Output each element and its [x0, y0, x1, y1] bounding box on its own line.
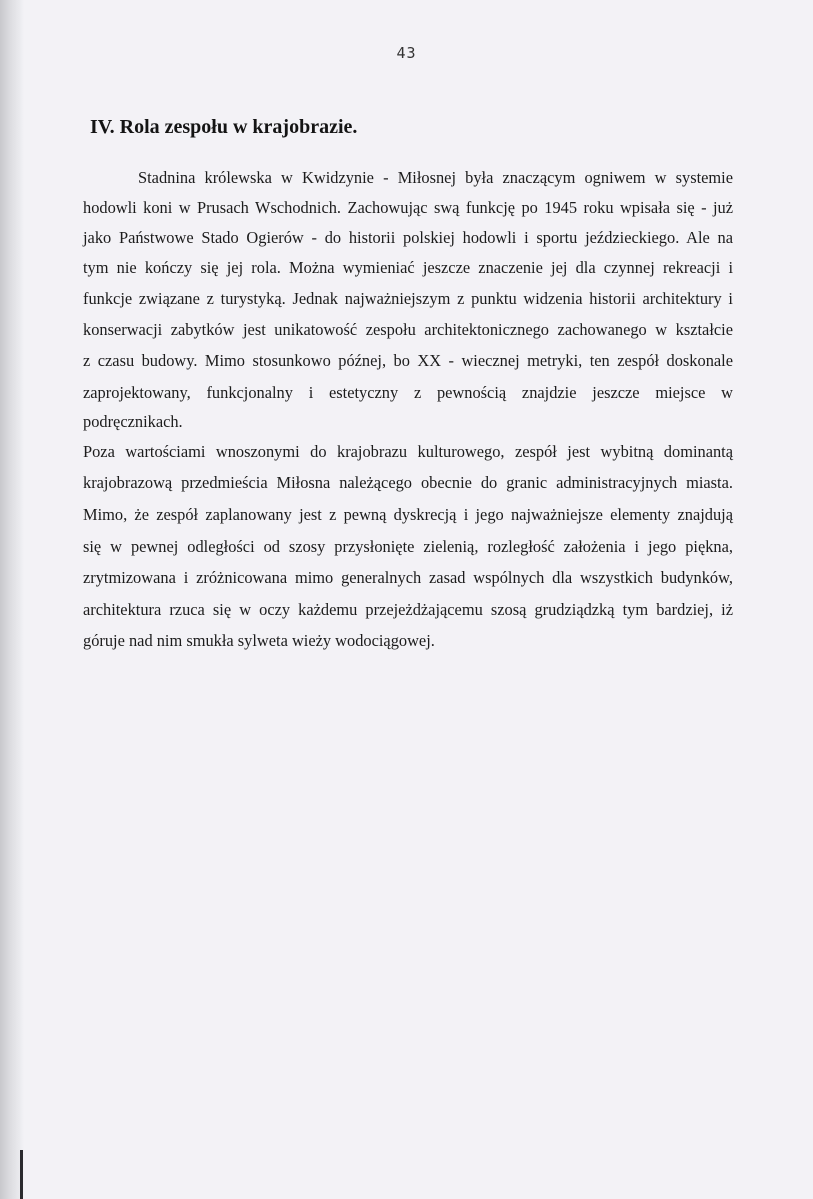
paragraph-1-line-9: podręcznikach.	[83, 412, 183, 431]
paragraph-2-line-6: architektura rzuca się w oczy każdemu przejeżdżającemu szosą grudziądzką tym bardziej, iż	[83, 600, 733, 619]
page-binding-edge	[0, 0, 24, 1199]
binding-mark	[20, 1150, 23, 1199]
paragraph-1-line-6: konserwacji zabytków jest unikatowość zespołu architektonicznego zachowanego w kształcie	[83, 320, 733, 339]
paragraph-2-line-2: krajobrazową przedmieścia Miłosna należącego obecnie do granic administracyjnych miasta.	[83, 473, 733, 492]
paragraph-1-line-4: tym nie kończy się jej rola. Można wymieniać jeszcze znaczenie jej dla czynnej rekreacji i	[83, 258, 733, 277]
paragraph-1-line-7: z czasu budowy. Mimo stosunkowo późnej, bo XX - wiecznej metryki, ten zespół doskonale	[83, 351, 733, 370]
paragraph-2-line-4: się w pewnej odległości od szosy przysłonięte zielenią, rozległość założenia i jego piękna,	[83, 537, 733, 556]
paragraph-2-line-3: Mimo, że zespół zaplanowany jest z pewną dyskrecją i jego najważniejsze elementy znajdują	[83, 505, 733, 524]
paragraph-1-line-2: hodowli koni w Prusach Wschodnich. Zachowując swą funkcję po 1945 roku wpisała się - już	[83, 198, 733, 217]
paragraph-1-line-8: zaprojektowany, funkcjonalny i estetyczny z pewnością znajdzie jeszcze miejsce w	[83, 383, 733, 402]
paragraph-2-line-7: góruje nad nim smukła sylweta wieży wodociągowej.	[83, 631, 435, 650]
section-heading: IV. Rola zespołu w krajobrazie.	[90, 116, 358, 138]
paragraph-1-line-5: funkcje związane z turystyką. Jednak najważniejszym z punktu widzenia historii architektury i	[83, 289, 733, 308]
paragraph-1-line-3: jako Państwowe Stado Ogierów - do historii polskiej hodowli i sportu jeździeckiego. Ale na	[83, 228, 733, 247]
paragraph-2-line-5: zrytmizowana i zróżnicowana mimo generalnych zasad wspólnych dla wszystkich budynków,	[83, 568, 733, 587]
paragraph-1-line-1: Stadnina królewska w Kwidzynie - Miłosnej była znaczącym ogniwem w systemie	[138, 168, 733, 187]
page-number: 43	[396, 44, 417, 62]
paragraph-2-line-1: Poza wartościami wnoszonymi do krajobrazu kulturowego, zespół jest wybitną dominantą	[83, 442, 733, 461]
